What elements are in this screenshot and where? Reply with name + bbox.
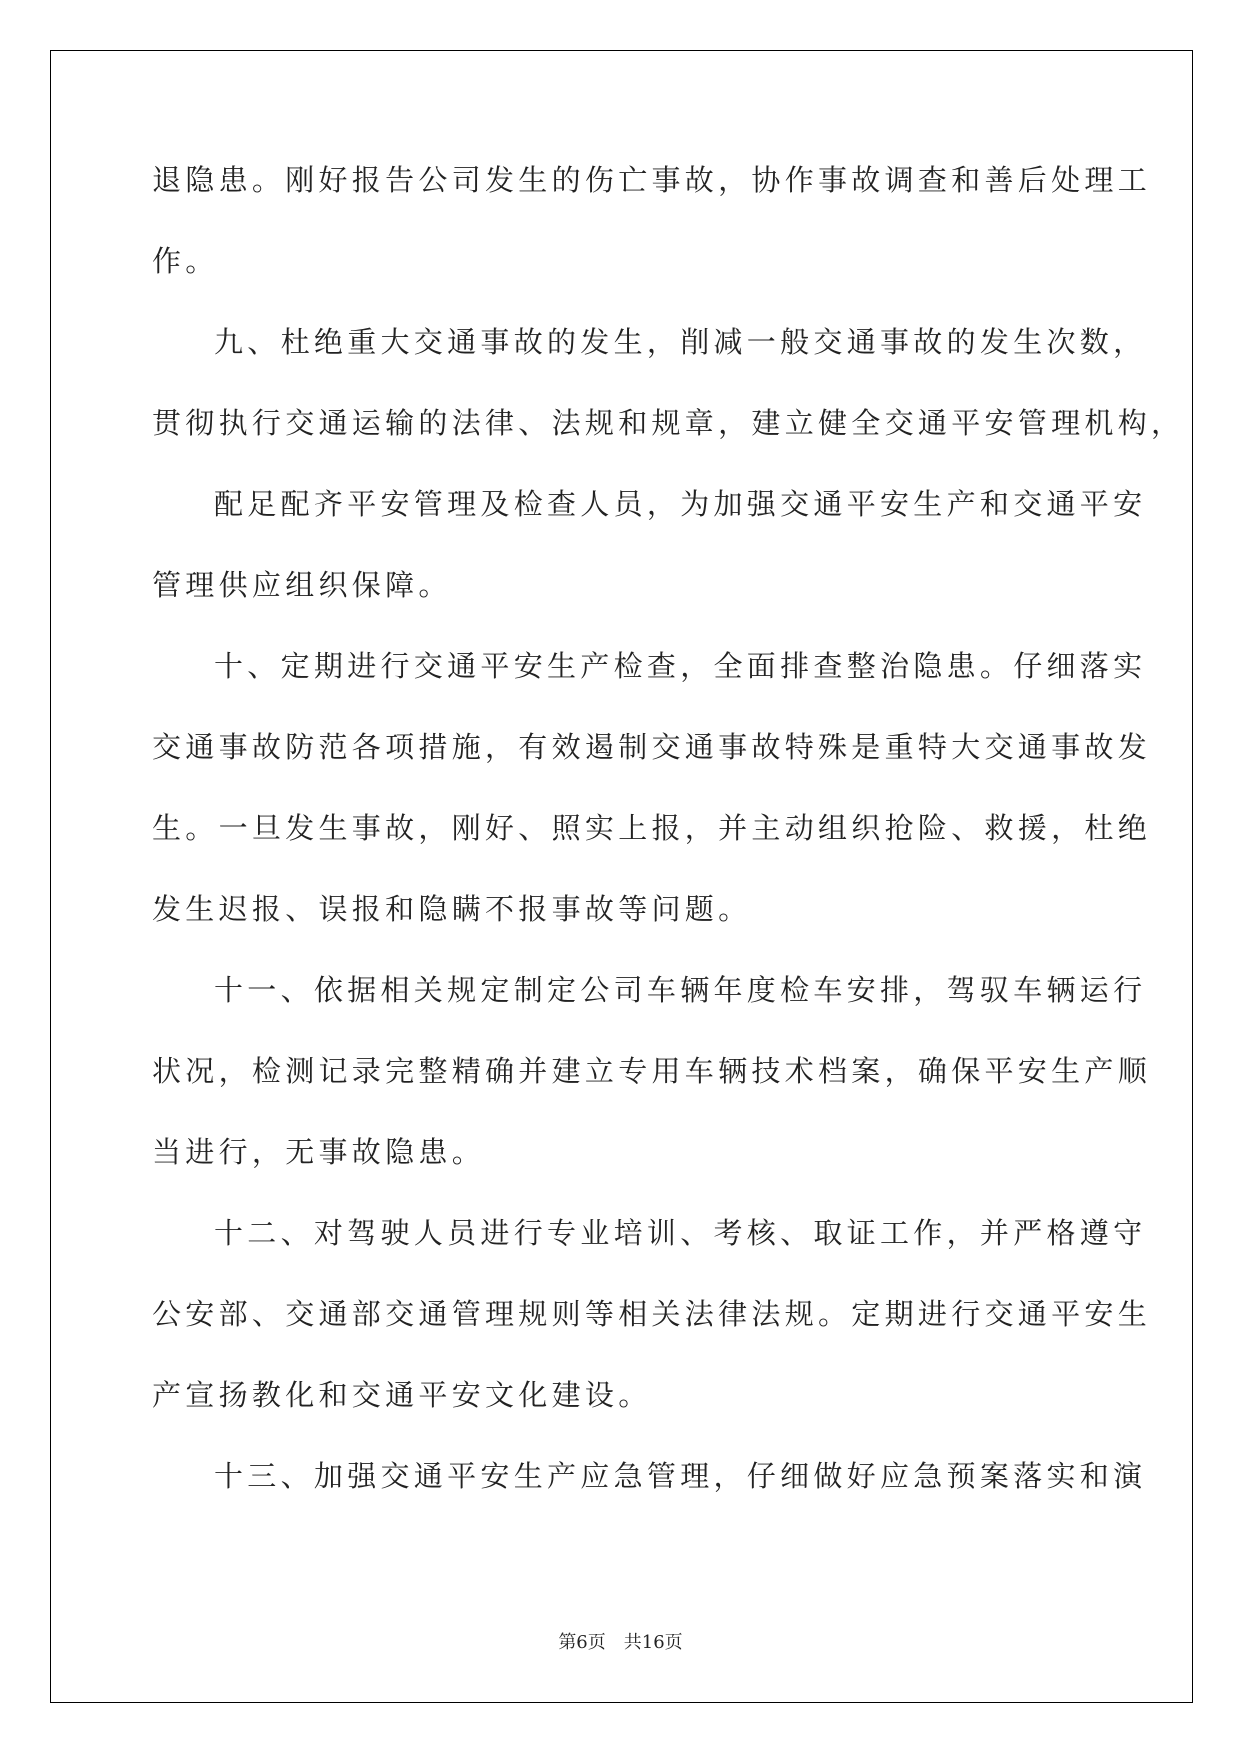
- text-line: 配足配齐平安管理及检查人员，为加强交通平安生产和交通平安: [214, 487, 1147, 521]
- text-line: 生。一旦发生事故，刚好、照实上报，并主动组织抢险、救援，杜绝: [152, 811, 1152, 845]
- text-line: 退隐患。刚好报告公司发生的伤亡事故，协作事故调查和善后处理工: [152, 163, 1152, 197]
- text-line: 十一、依据相关规定制定公司车辆年度检车安排，驾驭车辆运行: [214, 973, 1147, 1007]
- text-line: 交通事故防范各项措施，有效遏制交通事故特殊是重特大交通事故发: [152, 730, 1152, 764]
- text-line: 十二、对驾驶人员进行专业培训、考核、取证工作，并严格遵守: [214, 1216, 1147, 1250]
- text-line: 十三、加强交通平安生产应急管理，仔细做好应急预案落实和演: [214, 1459, 1147, 1493]
- text-line: 九、杜绝重大交通事故的发生，削减一般交通事故的发生次数，: [214, 325, 1147, 359]
- text-line: 贯彻执行交通运输的法律、法规和规章，建立健全交通平安管理机构，: [152, 406, 1185, 440]
- text-line: 管理供应组织保障。: [152, 568, 452, 602]
- text-line: 作。: [152, 244, 219, 278]
- document-body: [152, 160, 1185, 1537]
- page-footer: [0, 1628, 1241, 1654]
- page-total: 共16页: [623, 1632, 683, 1653]
- text-line: 十、定期进行交通平安生产检查，全面排查整治隐患。仔细落实: [214, 649, 1147, 683]
- text-line: 公安部、交通部交通管理规则等相关法律法规。定期进行交通平安生: [152, 1297, 1152, 1331]
- text-line: 状况，检测记录完整精确并建立专用车辆技术档案，确保平安生产顺: [152, 1054, 1152, 1088]
- text-line: 产宣扬教化和交通平安文化建设。: [152, 1378, 652, 1412]
- page-number: 第6页: [558, 1632, 606, 1653]
- text-line: 发生迟报、误报和隐瞒不报事故等问题。: [152, 892, 752, 926]
- text-line: 当进行，无事故隐患。: [152, 1135, 486, 1169]
